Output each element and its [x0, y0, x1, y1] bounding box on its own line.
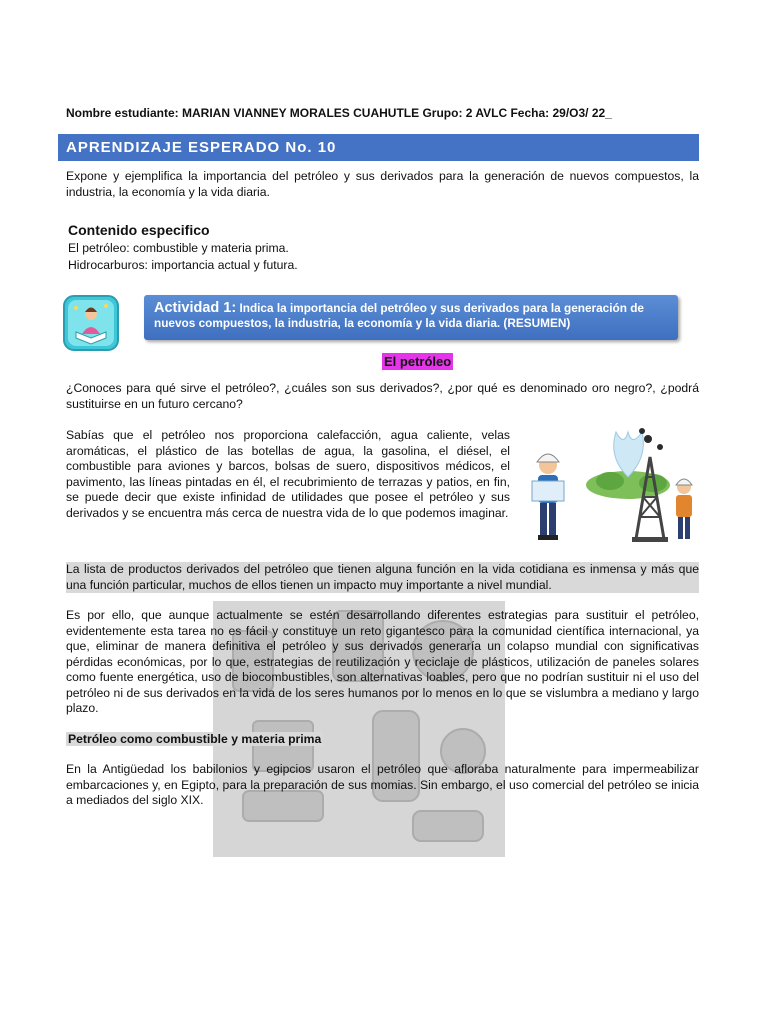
learning-banner: APRENDIZAJE ESPERADO No. 10 [58, 134, 699, 161]
reading-student-icon [62, 294, 120, 352]
activity-box [144, 295, 678, 340]
contenido-item: Hidrocarburos: importancia actual y futura. [68, 258, 298, 272]
contenido-item: El petróleo: combustible y materia prima. [68, 241, 289, 255]
intro-text: Expone y ejemplifica la importancia del petróleo y sus derivados para la generación de nuevos compuestos, la industria, la economía y la vida diaria. [66, 169, 699, 199]
section-title: El petróleo [384, 354, 452, 369]
paragraph-uses: Sabías que el petróleo nos proporciona calefacción, agua caliente, velas aromáticas, el plástico de las botellas de agua, la gasolina, el diésel, el combustible para aviones y barcos, bolsas de suero, dispositivos médicos, el pavimento, las líneas pintadas en él, el recubrimiento de terrazas y patios, en fin, se puede decir que existe infinidad de utilidades que posee el petróleo y sus derivados y se encuentra más cerca de nuestra vida de lo que podemos imaginar. [66, 428, 510, 520]
paragraph-products: La lista de productos derivados del petróleo que tienen alguna función en la vida cotidiana es inmensa y más que una función particular, muchos de ellos tienen un impacto muy importante a nivel mundial. [66, 562, 699, 592]
oil-worker-illustration [518, 427, 704, 547]
paragraph-substitution: Es por ello, que aunque actualmente se estén desarrollando diferentes estrategias para sustituir el petróleo, evidentemente esta tarea no es fácil y constituye un reto gigantesco para la comunidad científica internacional, ya que, eliminar de manera definitiva el petróleo y sus derivados generaría un colapso mundial con significativas pérdidas económicas, por lo que, estrategias de reutilización y reciclaje de plásticos, utilización de paneles solares como fuente energética, uso de biocombustibles, son alternativas loables, pero que no podrían sustituir ni el uso del petróleo ni de sus derivados en la vida de los seres humanos por lo menos en lo que se vislumbra a mediano y largo plazo. [66, 608, 699, 715]
activity-label: Actividad 1: [154, 300, 237, 316]
activity-text: Indica la importancia del petróleo y sus derivados para la generación de nuevos compuestos, la industria, la economía y la vida diaria. (RESUMEN) [154, 301, 644, 330]
student-info-line: Nombre estudiante: MARIAN VIANNEY MORALES CUAHUTLE Grupo: 2 AVLC Fecha: 29/O3/ 22_ [66, 106, 612, 120]
subsection-title: Petróleo como combustible y materia prima [68, 732, 322, 746]
paragraph-history: En la Antigüedad los babilonios y egipcios usaron el petróleo que afloraba naturalmente para impermeabilizar embarcaciones y, en Egipto, para la preparación de sus momias. Sin embargo, el uso comercial del petróleo se inicia a mediados del siglo XIX. [66, 762, 699, 807]
paragraph-questions: ¿Conoces para qué sirve el petróleo?, ¿cuáles son sus derivados?, ¿por qué es denominado oro negro?, ¿podrá sustituirse en un futuro cercano? [66, 381, 699, 411]
contenido-title: Contenido especifico [68, 222, 210, 238]
